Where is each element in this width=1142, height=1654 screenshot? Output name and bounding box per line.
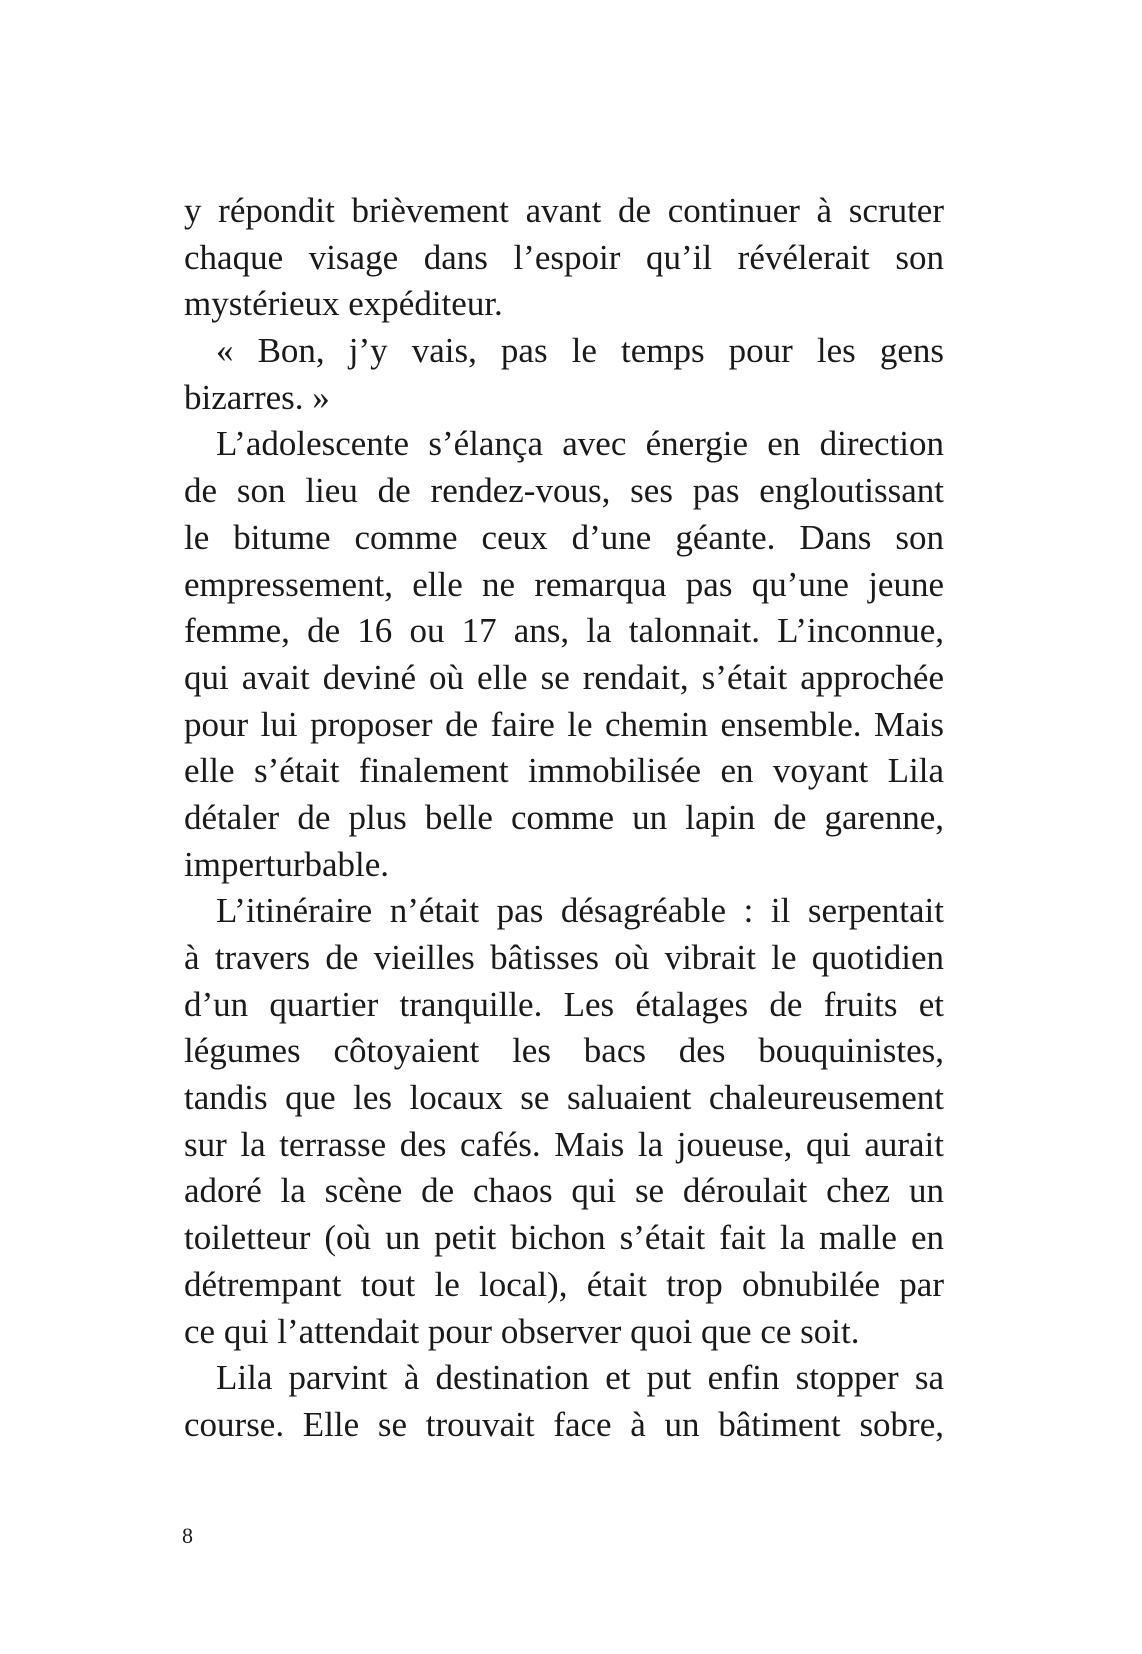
text-line: mystérieux expéditeur.	[184, 284, 503, 324]
text-line: L’itinéraire n’était pas désagréable : il serpentait	[216, 891, 944, 931]
text-line: imperturbable.	[184, 844, 390, 884]
text-line: elle s’était finalement immobilisée en voyant Lila	[184, 751, 944, 791]
text-line: d’un quartier tranquille. Les étalages de fruits et	[184, 984, 944, 1024]
text-line: ce qui l’attendait pour observer quoi que ce soit.	[184, 1311, 860, 1351]
text-line: course. Elle se trouvait face à un bâtiment sobre,	[184, 1404, 944, 1444]
text-line: bizarres. »	[184, 377, 330, 417]
text-line: y répondit brièvement avant de continuer à scruter	[184, 191, 944, 230]
text-line: L’adolescente s’élança avec énergie en direction	[216, 424, 944, 464]
body-text	[184, 188, 944, 1449]
text-line: tandis que les locaux se saluaient chaleureusement	[184, 1078, 944, 1118]
text-line: Lila parvint à destination et put enfin stopper sa	[216, 1358, 944, 1398]
text-line: « Bon, j’y vais, pas le temps pour les gens	[216, 331, 944, 371]
page-number: 8	[182, 1523, 193, 1548]
text-line: légumes côtoyaient les bacs des bouquinistes,	[184, 1031, 944, 1071]
text-line: toiletteur (où un petit bichon s’était fait la malle en	[184, 1218, 944, 1258]
text-line: pour lui proposer de faire le chemin ensemble. Mais	[184, 704, 944, 744]
text-line: empressement, elle ne remarqua pas qu’une jeune	[184, 564, 944, 604]
text-line: femme, de 16 ou 17 ans, la talonnait. L’inconnue,	[184, 611, 944, 651]
text-line: détrempant tout le local), était trop obnubilée par	[184, 1264, 944, 1304]
text-line: le bitume comme ceux d’une géante. Dans son	[184, 517, 944, 557]
text-line: sur la terrasse des cafés. Mais la joueuse, qui aurait	[184, 1124, 944, 1164]
text-line: à travers de vieilles bâtisses où vibrait le quotidien	[184, 938, 944, 977]
text-line: qui avait deviné où elle se rendait, s’était approchée	[184, 657, 944, 697]
text-line: de son lieu de rendez-vous, ses pas engloutissant	[184, 471, 944, 511]
text-line: détaler de plus belle comme un lapin de garenne,	[184, 797, 944, 837]
text-line: chaque visage dans l’espoir qu’il révélerait son	[184, 237, 944, 277]
text-line: adoré la scène de chaos qui se déroulait chez un	[184, 1171, 944, 1211]
